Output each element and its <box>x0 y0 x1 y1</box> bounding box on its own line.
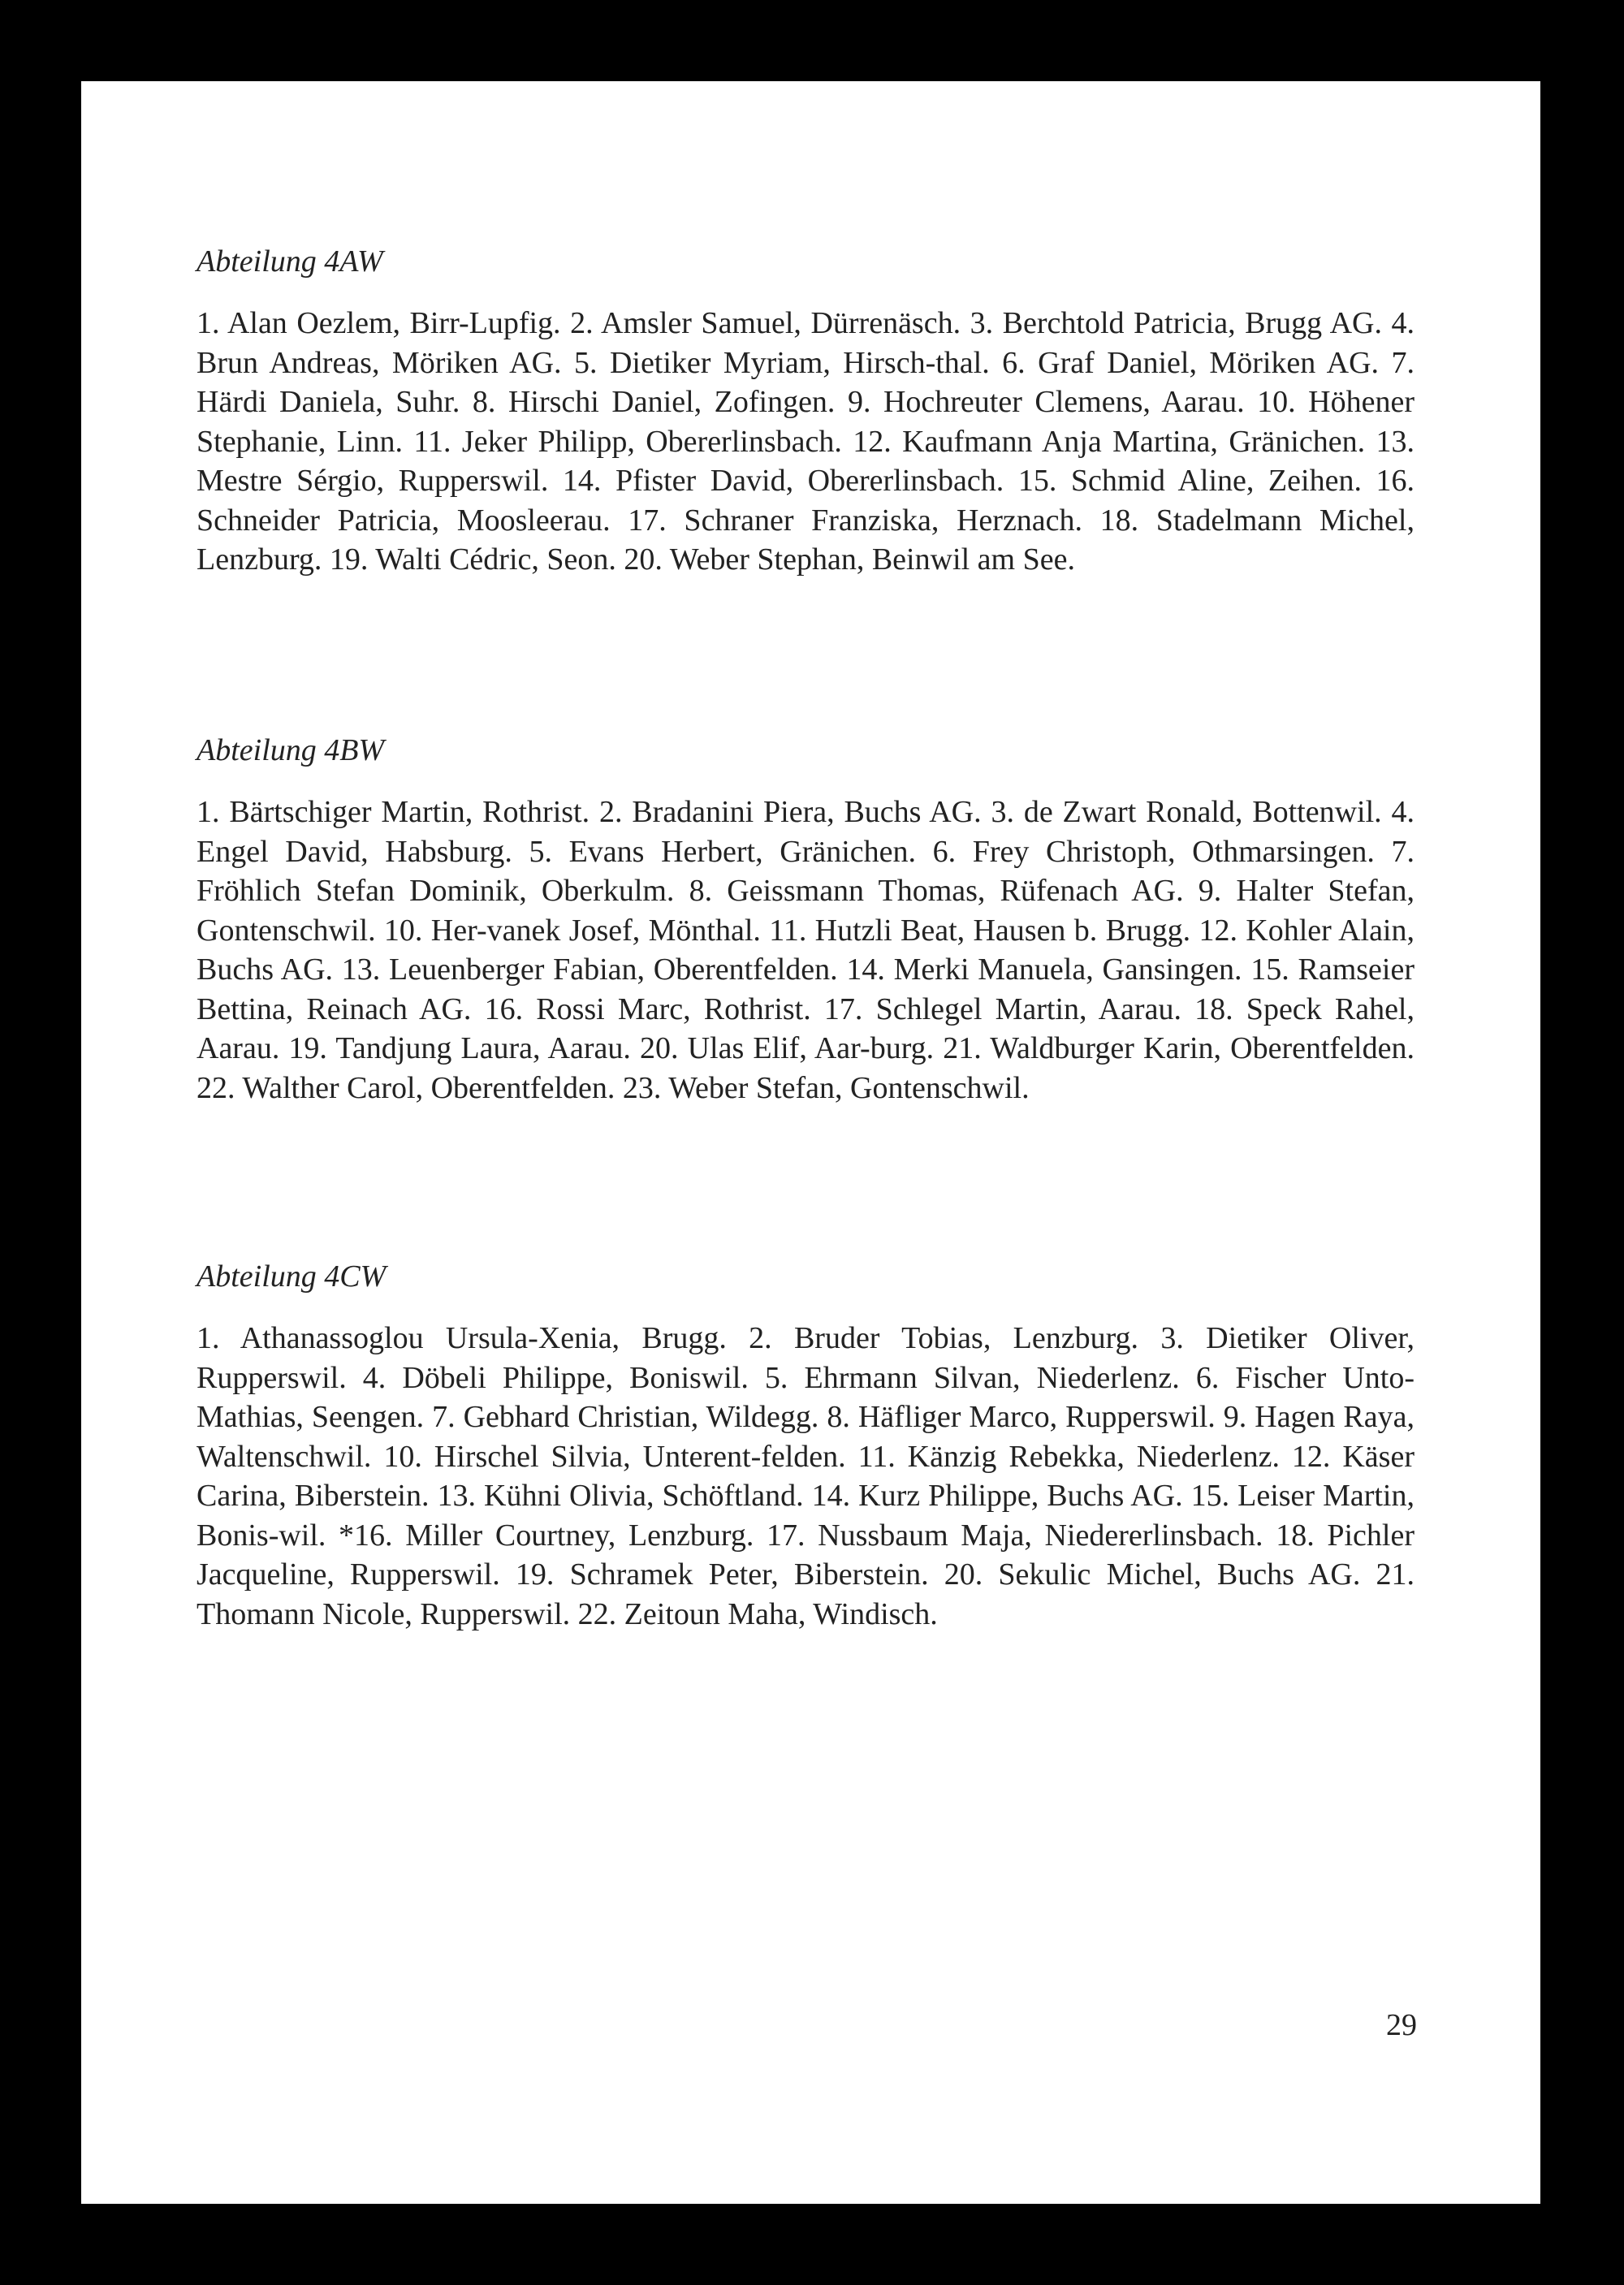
section-heading: Abteilung 4BW <box>197 733 385 767</box>
section-4cw <box>197 1257 1415 1634</box>
section-body: 1. Athanassoglou Ursula-Xenia, Brugg. 2. Bruder Tobias, Lenzburg. 3. Dietiker Oliver, Rupperswil. 4. Döbeli Philippe, Boniswil. 5. Ehrmann Silvan, Niederlenz. 6. Fischer Unto-Mathias, Seengen. 7. Gebhard Christian, Wildegg. 8. Häfliger Marco, Rupperswil. 9. Hagen Raya, Waltenschwil. 10. Hirschel Silvia, Unterent-felden. 11. Känzig Rebekka, Niederlenz. 12. Käser Carina, Biberstein. 13. Kühni Olivia, Schöftland. 14. Kurz Philippe, Buchs AG. 15. Leiser Martin, Bonis-wil. *16. Miller Courtney, Lenzburg. 17. Nussbaum Maja, Niedererlinsbach. 18. Pichler Jacqueline, Rupperswil. 19. Schramek Peter, Biberstein. 20. Sekulic Michel, Buchs AG. 21. Thomann Nicole, Rupperswil. 22. Zeitoun Maha, Windisch. <box>197 1321 1415 1631</box>
section-body: 1. Bärtschiger Martin, Rothrist. 2. Bradanini Piera, Buchs AG. 3. de Zwart Ronald, Bottenwil. 4. Engel David, Habsburg. 5. Evans Herbert, Gränichen. 6. Frey Christoph, Othmarsingen. 7. Fröhlich Stefan Dominik, Oberkulm. 8. Geissmann Thomas, Rüfenach AG. 9. Halter Stefan, Gontenschwil. 10. Her-vanek Josef, Mönthal. 11. Hutzli Beat, Hausen b. Brugg. 12. Kohler Alain, Buchs AG. 13. Leuenberger Fabian, Oberentfelden. 14. Merki Manuela, Gansingen. 15. Ramseier Bettina, Reinach AG. 16. Rossi Marc, Rothrist. 17. Schlegel Martin, Aarau. 18. Speck Rahel, Aarau. 19. Tandjung Laura, Aarau. 20. Ulas Elif, Aar-burg. 21. Waldburger Karin, Oberentfelden. 22. Walther Carol, Oberentfelden. 23. Weber Stefan, Gontenschwil. <box>197 795 1415 1105</box>
section-heading: Abteilung 4CW <box>197 1259 387 1294</box>
section-body: 1. Alan Oezlem, Birr-Lupfig. 2. Amsler Samuel, Dürrenäsch. 3. Berchtold Patricia, Brugg AG. 4. Brun Andreas, Möriken AG. 5. Dietiker Myriam, Hirsch-thal. 6. Graf Daniel, Möriken AG. 7. Härdi Daniela, Suhr. 8. Hirschi Daniel, Zofingen. 9. Hochreuter Clemens, Aarau. 10. Höhener Stephanie, Linn. 11. Jeker Philipp, Obererlinsbach. 12. Kaufmann Anja Martina, Gränichen. 13. Mestre Sérgio, Rupperswil. 14. Pfister David, Obererlinsbach. 15. Schmid Aline, Zeihen. 16. Schneider Patricia, Moosleerau. 17. Schraner Franziska, Herznach. 18. Stadelmann Michel, Lenzburg. 19. Walti Cédric, Seon. 20. Weber Stephan, Beinwil am See. <box>197 306 1415 577</box>
page-number: 29 <box>1386 2008 1417 2042</box>
document-page <box>81 81 1540 2204</box>
section-4aw <box>197 242 1415 580</box>
section-4bw <box>197 731 1415 1108</box>
section-heading: Abteilung 4AW <box>197 244 383 279</box>
